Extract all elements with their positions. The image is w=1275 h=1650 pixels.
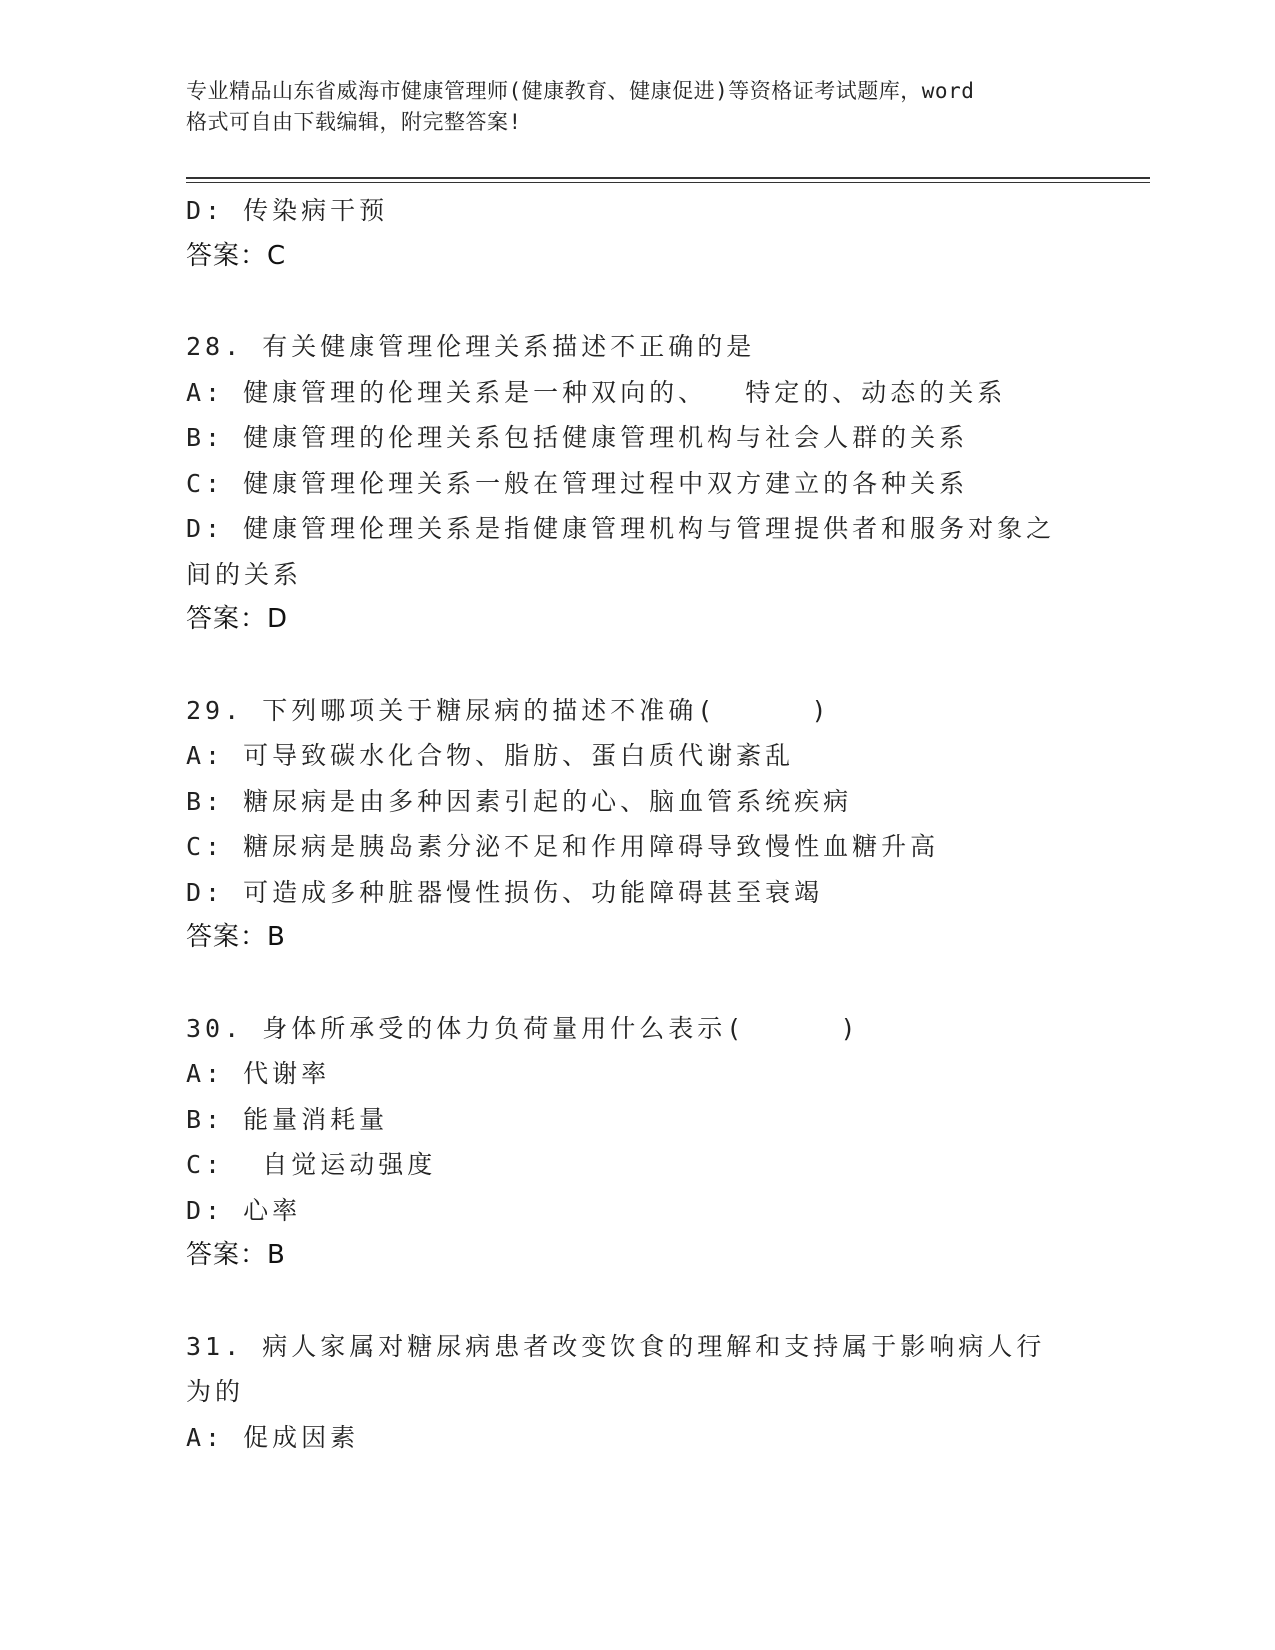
- header-divider-thin: [186, 182, 1150, 183]
- question-stem: 28. 有关健康管理伦理关系描述不正确的是: [186, 332, 756, 361]
- option-a: A: 可导致碳水化合物、脂肪、蛋白质代谢紊乱: [186, 741, 795, 770]
- option-d: D: 健康管理伦理关系是指健康管理机构与管理提供者和服务对象之间的关系: [186, 514, 1056, 589]
- answer-line: 答案：B: [186, 1240, 286, 1270]
- question-28: [186, 324, 1086, 643]
- question-31: [186, 1324, 1086, 1461]
- option-d: D: 可造成多种脏器慢性损伤、功能障碍甚至衰竭: [186, 877, 824, 907]
- header-line-2: 格式可自由下载编辑，附完整答案!: [186, 110, 522, 134]
- question-stem: 31. 病人家属对糖尿病患者改变饮食的理解和支持属于影响病人行为的: [186, 1331, 1046, 1406]
- option-c: C: 自觉运动强度: [186, 1150, 437, 1179]
- option-a: A: 健康管理的伦理关系是一种双向的、 特定的、动态的关系: [186, 377, 1007, 407]
- option-c: C: 糖尿病是胰岛素分泌不足和作用障碍导致慢性血糖升高: [186, 832, 940, 861]
- previous-question-tail: [186, 188, 1086, 279]
- header-line-1: 专业精品山东省威海市健康管理师(健康教育、健康促进)等资格证考试题库，word: [186, 79, 975, 103]
- answer-line: 答案：D: [186, 604, 289, 634]
- answer-line: 答案：B: [186, 922, 286, 952]
- page-header: [186, 76, 1106, 138]
- header-divider-thick: [186, 177, 1150, 179]
- answer-line: 答案：C: [186, 240, 287, 271]
- option-c: C: 健康管理伦理关系一般在管理过程中双方建立的各种关系: [186, 468, 969, 498]
- question-29: [186, 688, 1086, 961]
- question-stem: 29. 下列哪项关于糖尿病的描述不准确( ): [186, 695, 831, 725]
- option-a: A: 促成因素: [186, 1422, 360, 1452]
- question-stem: 30. 身体所承受的体力负荷量用什么表示( ): [186, 1013, 860, 1043]
- spacer: [186, 961, 1086, 1006]
- option-b: B: 能量消耗量: [186, 1104, 389, 1134]
- spacer: [186, 279, 1086, 324]
- question-30: [186, 1006, 1086, 1279]
- option-a: A: 代谢率: [186, 1059, 331, 1088]
- spacer: [186, 643, 1086, 688]
- spacer: [186, 1279, 1086, 1324]
- option-d: D: 心率: [186, 1195, 302, 1225]
- option-b: B: 糖尿病是由多种因素引起的心、脑血管系统疾病: [186, 786, 853, 816]
- option-b: B: 健康管理的伦理关系包括健康管理机构与社会人群的关系: [186, 423, 969, 452]
- question-list: [186, 188, 1086, 1460]
- option-d: D: 传染病干预: [186, 196, 389, 225]
